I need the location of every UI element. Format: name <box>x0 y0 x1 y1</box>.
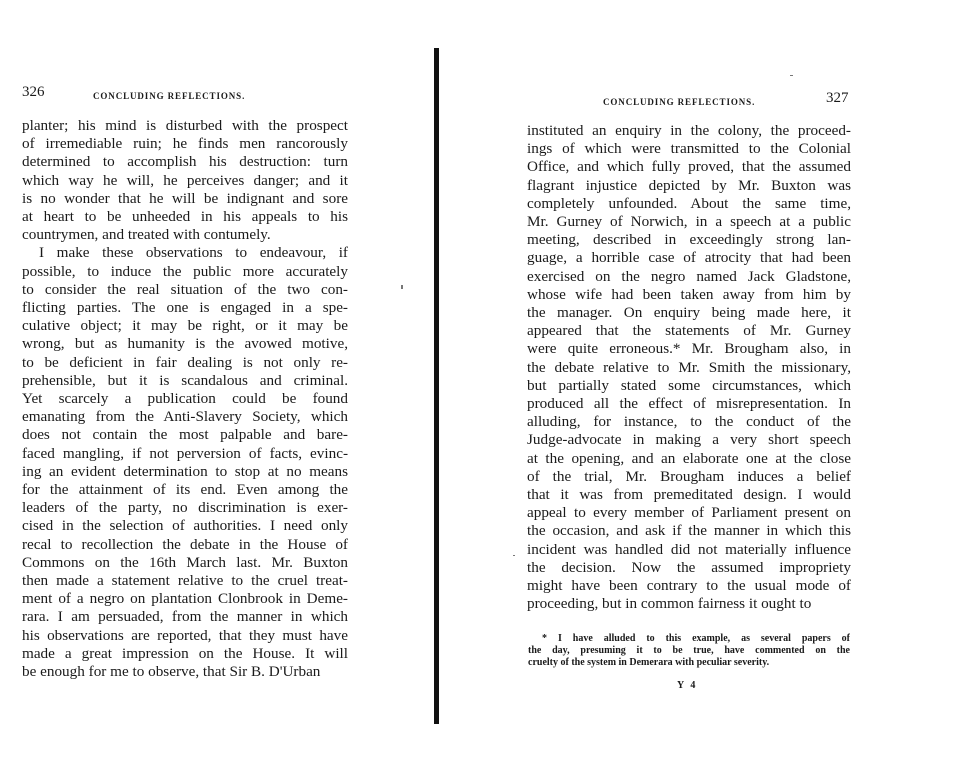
text-line: were quite erroneous.* Mr. Brougham also, in <box>527 340 851 358</box>
text-line: faced mangling, if not perversion of facts, evinc- <box>22 444 348 462</box>
text-line: cised in the selection of authorities. I need only <box>22 517 348 535</box>
text-line: his observations are reported, that they must have <box>22 626 348 644</box>
text-line: determined to accomplish his destruction: turn <box>22 153 348 171</box>
text-line: for the attainment of its end. Even among the <box>22 481 348 499</box>
text-line: that it was from premeditated design. I would <box>527 486 851 504</box>
text-line: ing an evident determination to stop at no means <box>22 462 348 480</box>
footnote-line: the day, presuming it to be true, have commented on the <box>528 645 850 657</box>
text-line: produced all the effect of misrepresentation. In <box>527 395 851 413</box>
right-page <box>442 0 980 766</box>
paper-speck <box>401 285 403 289</box>
text-line: guage, a horrible case of atrocity that had been <box>527 249 851 267</box>
text-line: I make these observations to endeavour, if <box>39 244 348 262</box>
text-line: appeal to every member of Parliament present on <box>527 504 851 522</box>
text-line: but partially stated some circumstances, which <box>527 376 851 394</box>
text-line: at the opening, and an elaborate one at the close <box>527 449 851 467</box>
text-line: emanating from the Anti-Slavery Society, which <box>22 408 348 426</box>
text-line: the decision. Now the assumed impropriety <box>527 558 851 576</box>
signature-mark: Y 4 <box>677 680 698 691</box>
gutter-divider <box>434 48 439 724</box>
text-line: then made a statement relative to the cruel treat- <box>22 572 348 590</box>
text-line: be enough for me to observe, that Sir B. D'Urban <box>22 663 321 681</box>
text-line: meeting, described in exceedingly strong lan- <box>527 231 851 249</box>
text-line: at heart to be unheeded in his appeals to his <box>22 208 348 226</box>
footnote <box>528 633 850 670</box>
text-line: wrong, but as humanity is the avowed motive, <box>22 335 348 353</box>
text-line: the occasion, and ask if the manner in which this <box>527 522 851 540</box>
text-line: possible, to induce the public more accurately <box>22 262 348 280</box>
text-line: exercised on the negro named Jack Gladstone, <box>527 267 851 285</box>
left-running-head: CONCLUDING REFLECTIONS. <box>93 91 246 101</box>
text-line: flagrant injustice depicted by Mr. Buxton was <box>527 176 851 194</box>
text-line: countrymen, and treated with contumely. <box>22 226 271 244</box>
text-line: does not contain the most palpable and bare- <box>22 426 348 444</box>
text-line: Yet scarcely a publication could be found <box>22 390 348 408</box>
text-line: culative object; it may be right, or it may be <box>22 317 348 335</box>
text-line: proceeding, but in common fairness it ought to <box>527 595 812 613</box>
right-page-number: 327 <box>826 90 849 106</box>
text-line: alluding, for instance, to the conduct of the <box>527 413 851 431</box>
text-line: is no wonder that he will be indignant and sore <box>22 189 348 207</box>
text-line: leaders of the party, no discrimination is exer- <box>22 499 348 517</box>
text-line: might have been contrary to the usual mode of <box>527 577 851 595</box>
text-line: appeared that the statements of Mr. Gurney <box>527 322 851 340</box>
footnote-line: cruelty of the system in Demerara with peculiar severity. <box>528 657 770 669</box>
text-line: of irremediable ruin; he finds men rancorously <box>22 135 348 153</box>
text-line: Judge-advocate in making a very short speech <box>527 431 851 449</box>
right-body-text <box>527 122 851 613</box>
text-line: recal to recollection the debate in the House of <box>22 535 348 553</box>
text-line: Mr. Gurney of Norwich, in a speech at a public <box>527 213 851 231</box>
text-line: to consider the real situation of the two con- <box>22 280 348 298</box>
left-page <box>0 0 436 766</box>
text-line: of the trial, Mr. Brougham induces a belief <box>527 467 851 485</box>
text-line: to be deficient in fair dealing is not only re- <box>22 353 348 371</box>
paper-speck <box>513 555 515 556</box>
text-line: made a great impression on the House. It will <box>22 644 348 662</box>
text-line: incident was handled did not materially influence <box>527 540 851 558</box>
text-line: which way he will, he perceives danger; and it <box>22 171 348 189</box>
text-line: whose wife had been taken away from him by <box>527 285 851 303</box>
footnote-line: * I have alluded to this example, as several papers of <box>542 633 850 644</box>
text-line: prehensible, but it is scandalous and criminal. <box>22 371 348 389</box>
text-line: ings of which were transmitted to the Colonial <box>527 140 851 158</box>
left-page-number: 326 <box>22 84 45 100</box>
left-body-text <box>22 117 348 681</box>
text-line: planter; his mind is disturbed with the prospect <box>22 117 348 134</box>
text-line: Commons on the 16th March last. Mr. Buxton <box>22 553 348 571</box>
text-line: the debate relative to Mr. Smith the missionary, <box>527 358 851 376</box>
text-line: Office, and which fully proved, that the assumed <box>527 158 851 176</box>
text-line: completely unfounded. About the same time, <box>527 194 851 212</box>
text-line: instituted an enquiry in the colony, the proceed- <box>527 122 851 139</box>
text-line: ment of a negro on plantation Clonbrook in Deme- <box>22 590 348 608</box>
text-line: the manager. On enquiry being made here, it <box>527 304 851 322</box>
right-running-head: CONCLUDING REFLECTIONS. <box>603 97 756 107</box>
text-line: flicting parties. The one is engaged in a spe- <box>22 299 348 317</box>
paper-speck <box>790 75 793 76</box>
text-line: rara. I am persuaded, from the manner in which <box>22 608 348 626</box>
